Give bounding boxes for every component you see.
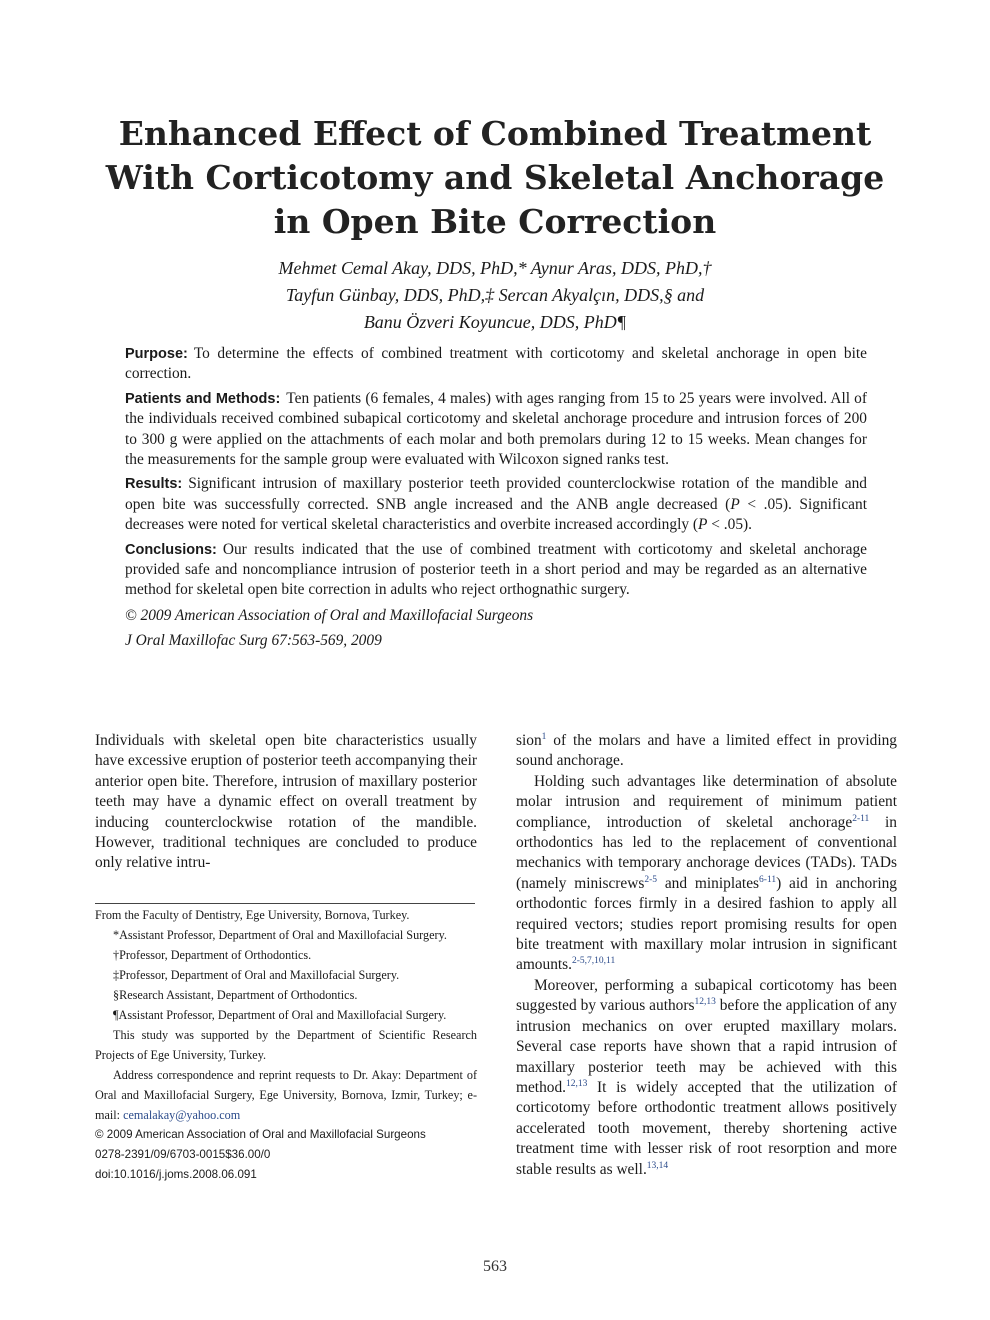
page-number: 563 xyxy=(483,1258,507,1275)
reference-link[interactable]: 2-11 xyxy=(852,813,870,824)
body-paragraph xyxy=(516,976,897,1180)
right-column xyxy=(516,731,897,1180)
correspondence-note xyxy=(95,1065,477,1125)
author-line: Banu Özveri Koyuncue, DDS, PhD¶ xyxy=(363,312,627,332)
body-text: ) aid in anchoring orthodontic forces firmly in a desired fashion to apply all required vectors; studies report promising results for open bite treatment with maxillary molar intrusion in significant amounts. xyxy=(516,874,898,974)
results-text: < .05). Significant decreases were noted for vertical skeletal characteristics and overbite increased accordingly ( xyxy=(125,495,867,534)
purpose-label: Purpose: xyxy=(125,346,188,362)
article-title xyxy=(70,112,920,244)
reference-link[interactable]: 2-5 xyxy=(644,874,658,885)
reference-link[interactable]: 12,13 xyxy=(694,997,716,1008)
abstract-conclusions xyxy=(125,540,867,601)
body-paragraph xyxy=(516,772,897,976)
results-text: Significant intrusion of maxillary posterior teeth provided counterclockwise rotation of the mandible and open bite was successfully corrected. SNB angle increased and the ANB angle decreased ( xyxy=(125,475,867,513)
author-footnote: ‡Professor, Department of Oral and Maxillofacial Surgery. xyxy=(113,968,400,982)
affiliation-note: From the Faculty of Dentistry, Ege University, Bornova, Turkey. xyxy=(95,908,410,922)
journal-citation: J Oral Maxillofac Surg 67:563-569, 2009 xyxy=(125,631,382,649)
methods-text: Ten patients (6 females, 4 males) with ages ranging from 15 to 25 years were involved. All of the individuals received combined subapical corticotomy and skeletal anchorage procedure and intrusion forces of 200 to 300 g were applied on the attachments of each molar and both premolars during 12 to 15 weeks. Mean changes for the measurements for the sample group were evaluated with Wilcoxon signed ranks test. xyxy=(125,389,867,469)
left-column xyxy=(95,731,477,874)
p-value-symbol: P xyxy=(730,495,740,513)
body-text: and miniplates xyxy=(657,874,760,892)
results-label: Results: xyxy=(125,476,183,493)
body-text: It is widely accepted that the utilization of corticotomy before orthodontic treatment allows positively accelerated tooth movement, thereby shortening active treatment time with lesser risk of root resorption and more stable results as well. xyxy=(516,1078,897,1178)
email-link[interactable]: cemalakay@yahoo.com xyxy=(123,1108,241,1122)
abstract xyxy=(125,344,867,655)
correspondence-text: Address correspondence and reprint requests to Dr. Akay: Department of Oral and Maxillofacial Surgery, Ege University, Bornova, Izmir, Turkey; e-mail: xyxy=(95,1068,477,1122)
methods-label: Patients and Methods: xyxy=(125,390,281,407)
reference-link[interactable]: 1 xyxy=(541,732,547,742)
body-text: Holding such advantages like determination of absolute molar intrusion and requirement of minimum patient compliance, introduction of skeletal anchorage xyxy=(516,772,897,831)
doi-line[interactable]: doi:10.1016/j.joms.2008.06.091 xyxy=(95,1168,257,1181)
author-footnote: ¶Assistant Professor, Department of Oral and Maxillofacial Surgery. xyxy=(113,1008,447,1022)
abstract-methods xyxy=(125,389,867,471)
conclusions-text: Our results indicated that the use of combined treatment with corticotomy and skeletal anchorage provided safe and noncompliance intrusion of posterior teeth in a short period and may be regarded as an alternative method for skeletal open bite correction in adults who reject orthognathic surgery. xyxy=(125,540,867,599)
author-footnote: *Assistant Professor, Department of Oral and Maxillofacial Surgery. xyxy=(113,928,447,942)
abstract-copyright: © 2009 American Association of Oral and Maxillofacial Surgeons xyxy=(125,606,534,624)
author-line: Mehmet Cemal Akay, DDS, PhD,* Aynur Aras, DDS, PhD,† xyxy=(278,258,712,278)
p-value-symbol: P xyxy=(698,516,708,534)
footnote-divider xyxy=(95,903,475,904)
body-text: in orthodontics has led to the replacement of conventional mechanics with temporary anchorage devices (TADs). TADs (namely miniscrews xyxy=(516,813,897,892)
funding-note: This study was supported by the Department of Scientific Research Projects of Ege University, Turkey. xyxy=(95,1028,477,1062)
issn-line: 0278-2391/09/6703-0015$36.00/0 xyxy=(95,1148,271,1161)
results-text: < .05). xyxy=(707,516,753,534)
reference-link[interactable]: 13,14 xyxy=(646,1160,669,1171)
body-text: of the molars and have a limited effect in providing sound anchorage. xyxy=(516,732,897,770)
author-footnote: †Professor, Department of Orthodontics. xyxy=(113,948,312,962)
author-list xyxy=(100,255,890,336)
reference-link[interactable]: 12,13 xyxy=(566,1078,588,1089)
intro-paragraph: Individuals with skeletal open bite characteristics usually have excessive eruption of posterior teeth accompanying their anterior open bite. Therefore, intrusion of maxillary posterior teeth may have a dynamic effect on overall treatment by inducing counterclockwise rotation of the mandible. However, traditional techniques are concluded to produce only relative intru- xyxy=(95,732,477,872)
purpose-text: To determine the effects of combined treatment with corticotomy and skeletal anchorage in open bite correction. xyxy=(125,345,867,383)
abstract-purpose xyxy=(125,344,867,385)
title-line: in Open Bite Correction xyxy=(273,202,717,241)
reference-link[interactable]: 6-11 xyxy=(759,874,777,885)
footnote-copyright: © 2009 American Association of Oral and Maxillofacial Surgeons xyxy=(95,1128,426,1141)
author-line: Tayfun Günbay, DDS, PhD,‡ Sercan Akyalçın, DDS,§ and xyxy=(285,285,705,305)
author-footnote: §Research Assistant, Department of Orthodontics. xyxy=(113,988,358,1002)
conclusions-label: Conclusions: xyxy=(125,541,217,558)
title-line: With Corticotomy and Skeletal Anchorage xyxy=(105,158,885,197)
abstract-results xyxy=(125,474,867,535)
reference-link[interactable]: 2-5,7,10,11 xyxy=(572,956,616,967)
body-text: Moreover, performing a subapical corticotomy has been suggested by various authors xyxy=(516,976,897,1015)
body-paragraph xyxy=(516,731,897,772)
body-text: before the application of any intrusion mechanics on over erupted maxillary molars. Several case reports have shown that a rapid intrusion of maxillary posterior teeth may be achieved with this method. xyxy=(516,997,898,1096)
title-line: Enhanced Effect of Combined Treatment xyxy=(118,114,872,153)
footnotes xyxy=(95,905,477,1185)
body-text: sion xyxy=(516,732,542,749)
